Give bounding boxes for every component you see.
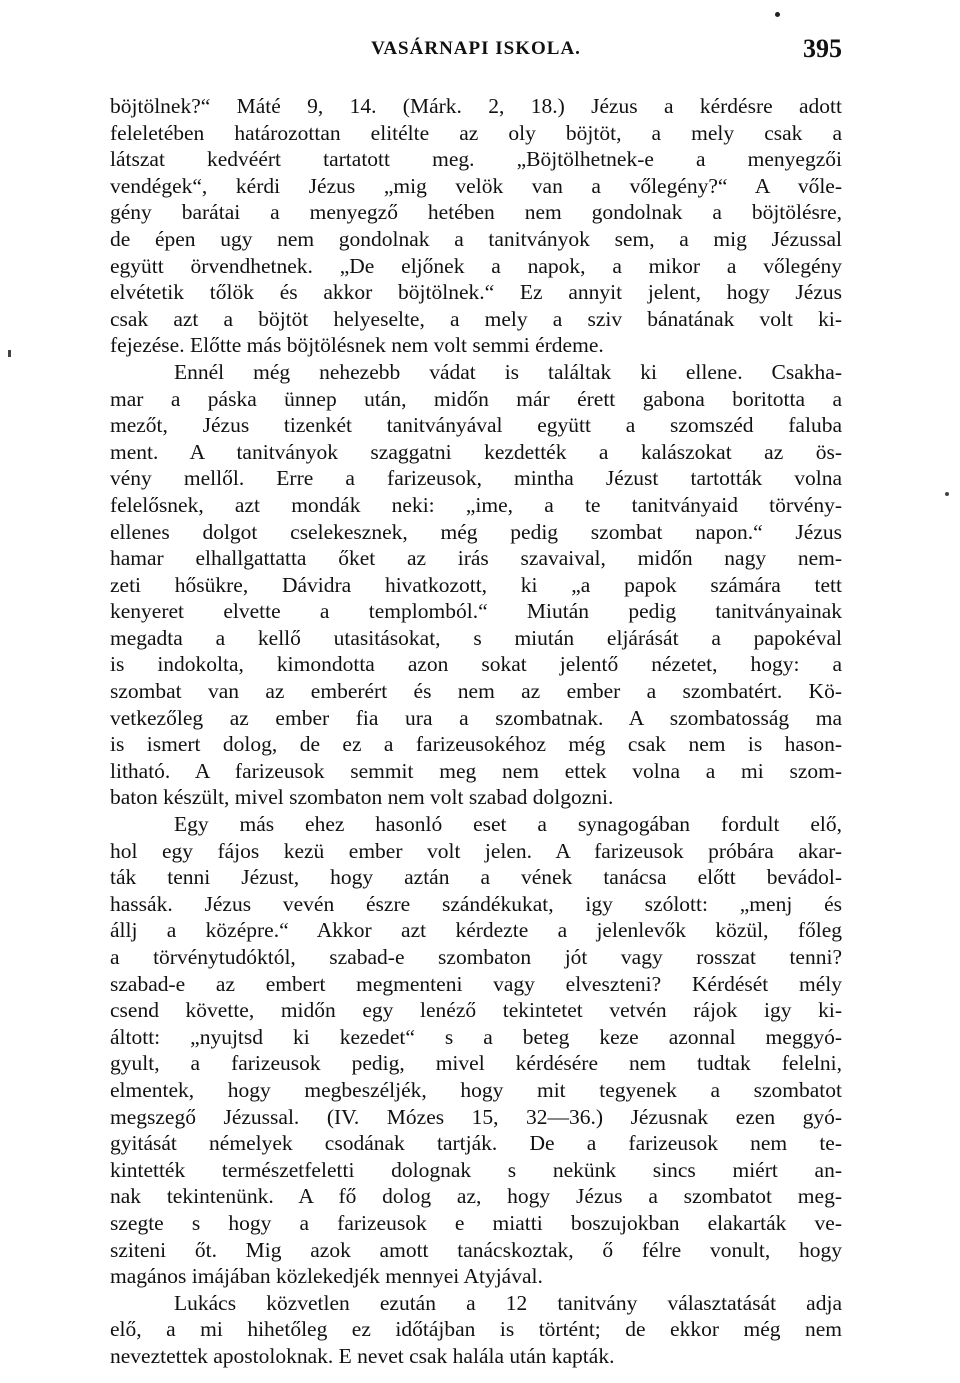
- text-line: fejezése. Előtte más böjtölésnek nem volt semmi érdeme.: [110, 333, 604, 358]
- text-line: zeti hősükre, Dávidra hivatkozott, ki „a papok számára tett: [110, 572, 842, 597]
- text-line: szabad-e az embert megmenteni vagy elveszteni? Kérdését mély: [110, 971, 842, 996]
- page-number: 395: [803, 34, 842, 63]
- text-line: együtt örvendhetnek. „De eljőnek a napok, a mikor a vőlegény: [110, 253, 842, 278]
- text-line: ták tenni Jézust, hogy aztán a vének tanácsa előtt bevádol-: [110, 865, 842, 890]
- text-line: is indokolta, kimondotta azon sokat jelentő nézetet, hogy: a: [110, 652, 842, 677]
- paragraph: [110, 93, 842, 359]
- text-line: áltott: „nyujtsd ki kezedet“ s a beteg keze azonnal meggyó-: [110, 1024, 842, 1049]
- print-speck: [775, 12, 780, 17]
- text-line: is ismert dolog, de ez a farizeusokéhoz még csak nem is hason-: [110, 732, 842, 757]
- page-header: [110, 34, 842, 78]
- text-line: elmentek, hogy megbeszéljék, hogy mit tegyenek a szombatot: [110, 1077, 842, 1102]
- text-line: böjtölnek?“ Máté 9, 14. (Márk. 2, 18.) Jézus a kérdésre adott: [110, 94, 842, 118]
- text-line: sziteni őt. Mig azok amott tanácskoztak, ő félre vonult, hogy: [110, 1237, 842, 1262]
- text-line: Lukács közvetlen ezután a 12 tanitvány választatását adja: [174, 1290, 842, 1315]
- text-line: litható. A farizeusok semmit meg nem ettek volna a mi szom-: [110, 758, 842, 783]
- text-line: felelősnek, azt mondák neki: „ime, a te tanitványaid törvény-: [110, 492, 842, 517]
- text-line: a törvénytudóktól, szabad-e szombaton jót vagy rosszat tenni?: [110, 945, 842, 969]
- text-line: vendégek“, kérdi Jézus „mig velök van a vőlegény?“ A vőle-: [110, 173, 842, 198]
- text-line: magános imájában közlekedjék mennyei Atyjával.: [110, 1264, 543, 1289]
- margin-mark: [945, 492, 949, 496]
- text-line: látszat kedvéért tartatott meg. „Böjtölhetnek-e a menyegzői: [110, 147, 842, 172]
- text-line: Ennél még nehezebb vádat is találtak ki ellene. Csakha-: [174, 359, 842, 384]
- text-line: gyult, a farizeusok pedig, mivel kérdésére nem tudtak felelni,: [110, 1051, 842, 1076]
- margin-mark: [8, 350, 11, 357]
- running-head: VASÁRNAPI ISKOLA.: [371, 38, 581, 59]
- text-line: csend követte, midőn egy lenéző tekintetet vetvén rájok igy ki-: [110, 998, 842, 1023]
- text-line: feleletében határozottan elitélte az oly böjtöt, a mely csak a: [110, 120, 842, 145]
- text-line: hassák. Jézus vevén észre szándékukat, igy szólott: „menj és: [110, 891, 842, 916]
- text-line: neveztettek apostoloknak. E nevet csak halála után kapták.: [110, 1343, 615, 1368]
- text-line: hamar elhallgattatta őket az irás szavaival, midőn nagy nem-: [110, 546, 842, 571]
- text-line: kintették természetfeletti dolognak s nekünk sincs miért an-: [110, 1157, 842, 1182]
- text-line: vény mellől. Erre a farizeusok, mintha Jézust tartották volna: [110, 466, 842, 491]
- text-line: csak azt a böjtöt helyeselte, a mely a sziv bánatának volt ki-: [110, 306, 842, 331]
- text-line: hol egy fájos kezü ember volt jelen. A farizeusok próbára akar-: [110, 838, 842, 863]
- text-line: megadta a kellő utasitásokat, s miután eljárását a papokéval: [110, 625, 842, 650]
- text-line: mar a páska ünnep után, midőn már érett gabona boritotta a: [110, 386, 842, 411]
- text-line: elvétetik tőlök és akkor böjtölnek.“ Ez annyit jelent, hogy Jézus: [110, 280, 842, 305]
- text-line: nak tekintenünk. A fő dolog az, hogy Jézus a szombatot meg-: [110, 1184, 842, 1209]
- text-line: kenyeret elvette a templomból.“ Miután pedig tanitványainak: [110, 599, 842, 624]
- text-line: megszegő Jézussal. (IV. Mózes 15, 32—36.) Jézusnak ezen gyó-: [110, 1104, 842, 1129]
- paragraph: [110, 811, 842, 1290]
- body-text: [110, 93, 842, 1370]
- text-line: vetkezőleg az ember fia ura a szombatnak. A szombatosság ma: [110, 705, 842, 730]
- text-line: állj a középre.“ Akkor azt kérdezte a jelenlevők közül, főleg: [110, 918, 842, 943]
- text-line: ellenes dolgot cselekesznek, még pedig szombat napon.“ Jézus: [110, 519, 842, 544]
- text-line: szegte s hogy a farizeusok e miatti boszujokban elakarták ve-: [110, 1210, 842, 1235]
- text-line: szombat van az emberért és nem az ember a szombatért. Kö-: [110, 679, 842, 704]
- text-line: gyitását némelyek csodának tartják. De a farizeusok nem te-: [110, 1131, 842, 1156]
- text-line: Egy más ehez hasonló eset a synagogában fordult elő,: [174, 812, 842, 837]
- text-line: gény barátai a menyegző hetében nem gondolnak a böjtölésre,: [110, 200, 842, 225]
- paragraph: [110, 1290, 842, 1370]
- text-line: elő, a mi hihetőleg ez időtájban is történt; de ekkor még nem: [110, 1317, 842, 1342]
- text-line: ment. A tanitványok szaggatni kezdették a kalászokat az ös-: [110, 439, 842, 464]
- paragraph: [110, 359, 842, 811]
- text-line: baton készült, mivel szombaton nem volt szabad dolgozni.: [110, 785, 614, 810]
- text-line: mezőt, Jézus tizenkét tanitványával együtt a szomszéd faluba: [110, 413, 842, 438]
- text-line: de épen ugy nem gondolnak a tanitványok sem, a mig Jézussal: [110, 226, 842, 251]
